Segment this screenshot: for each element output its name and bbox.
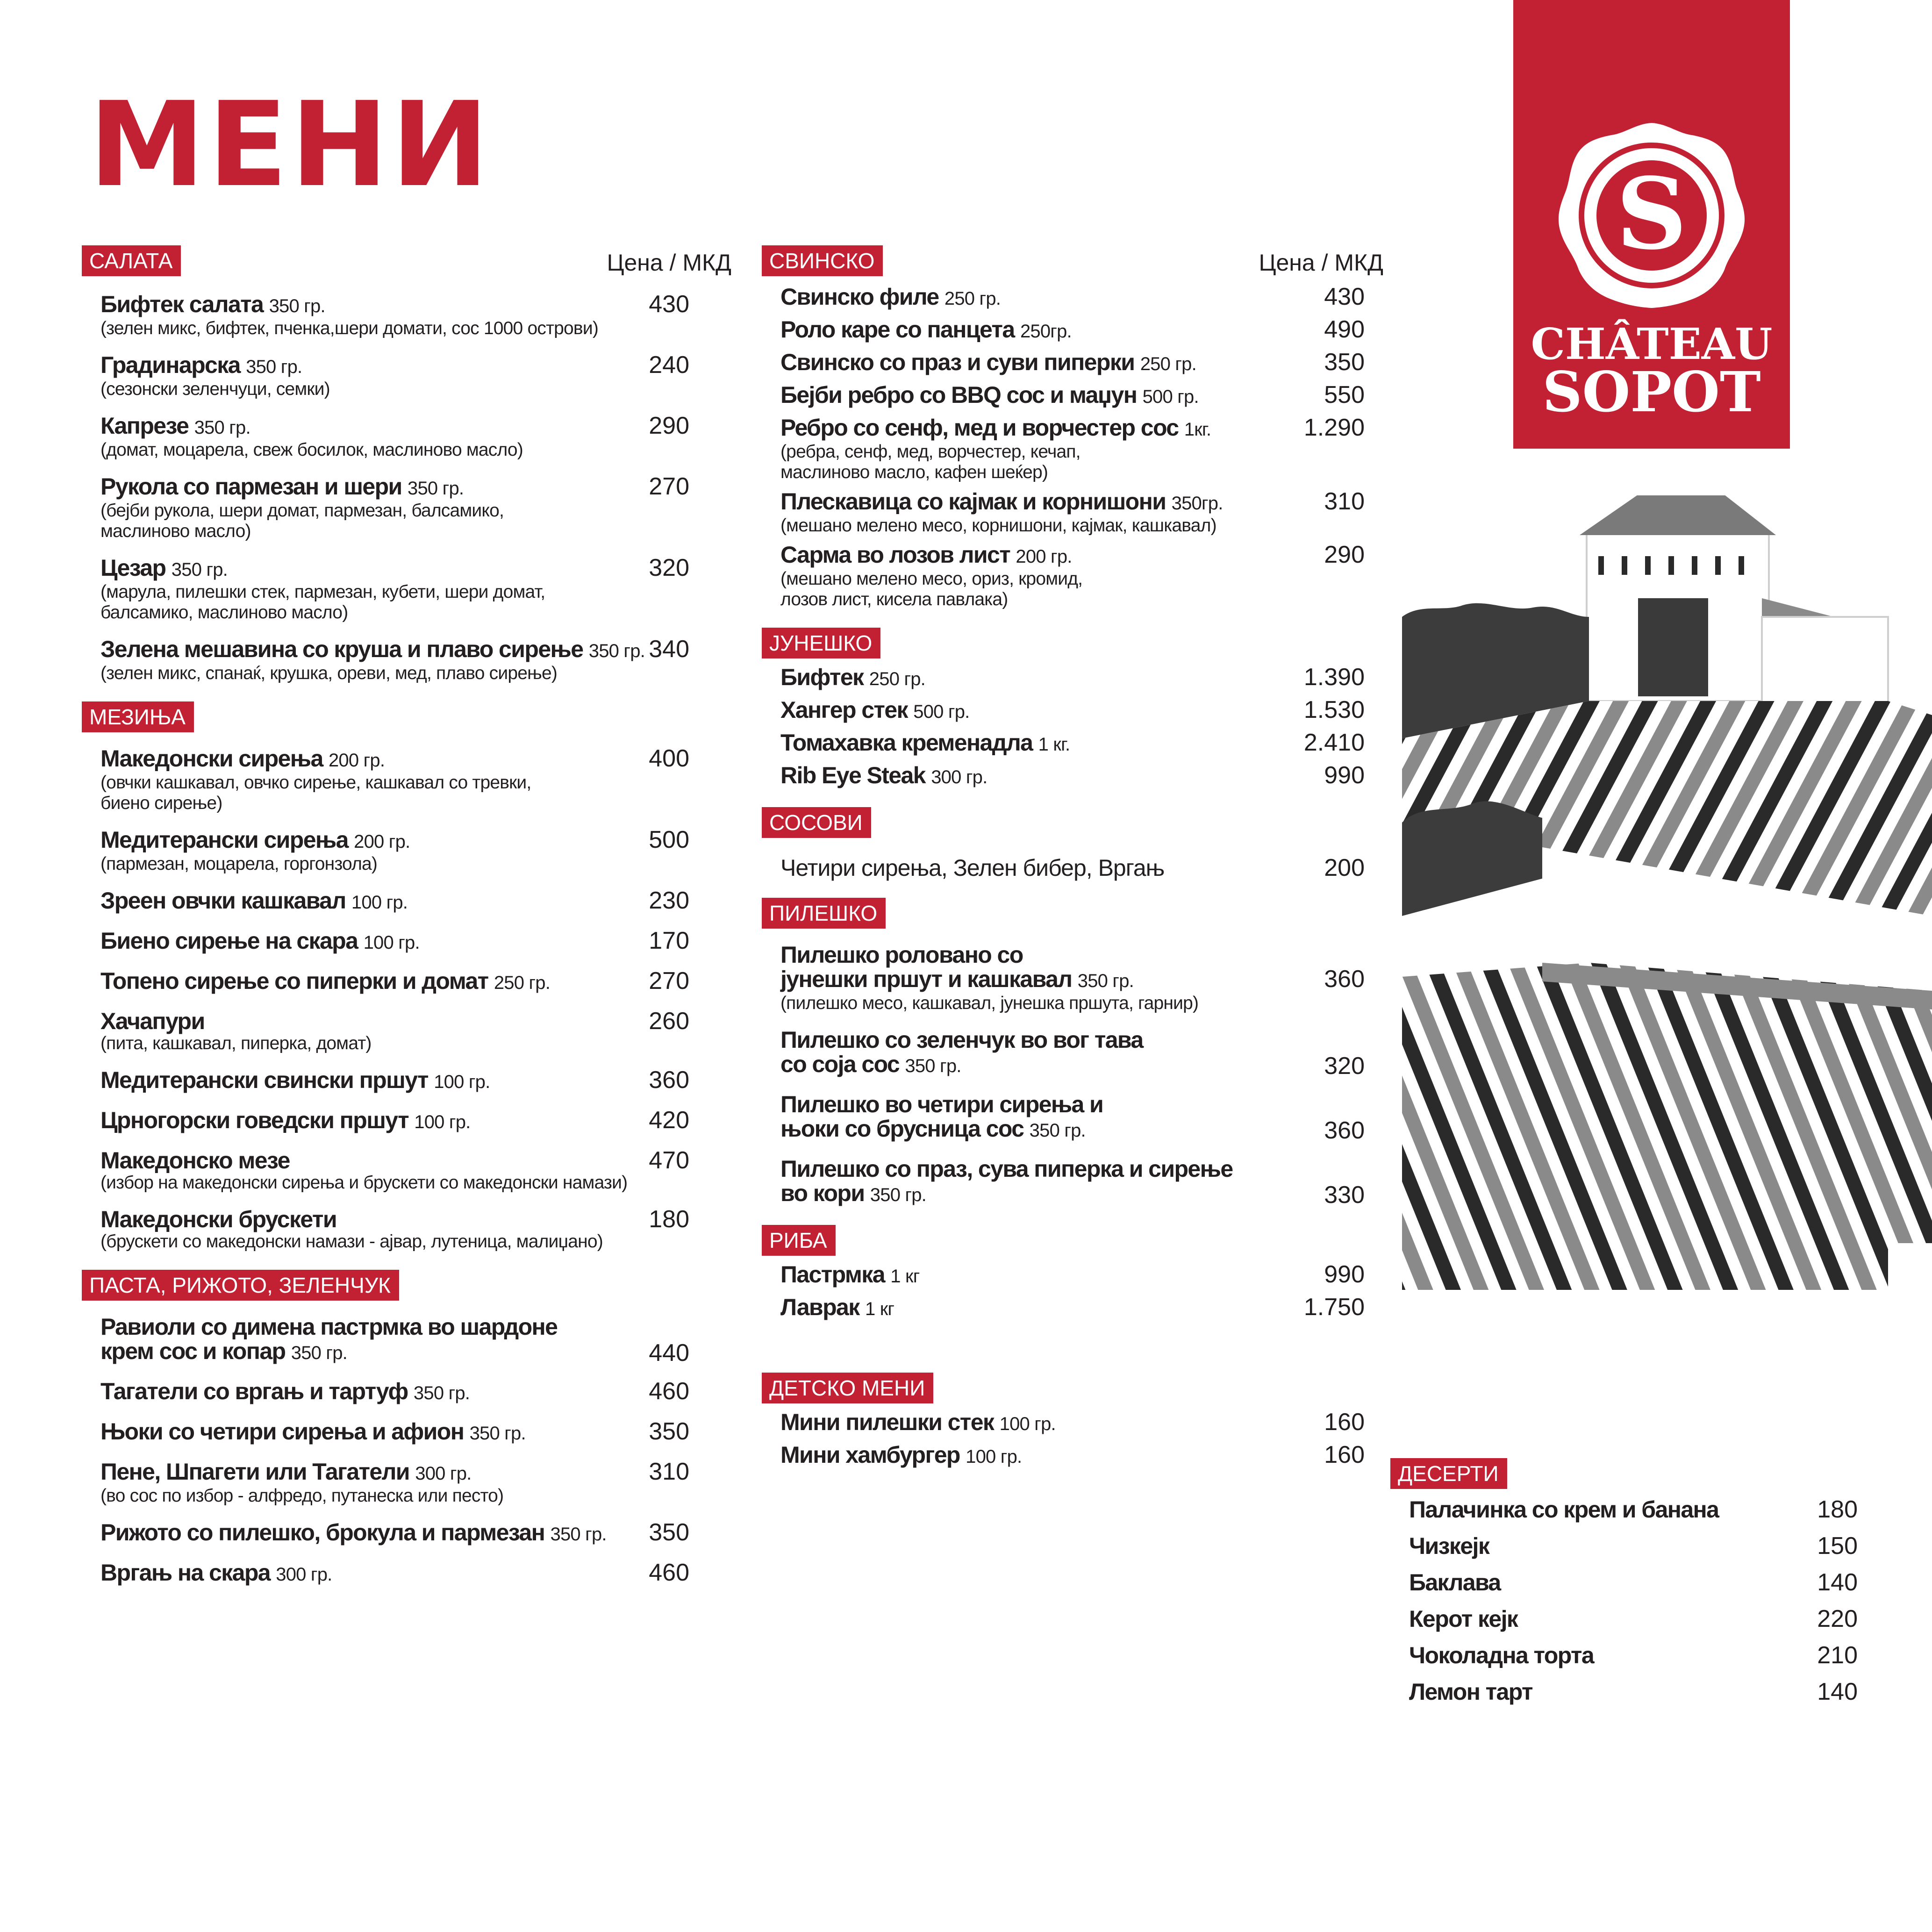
item-description: (во сос по избор - алфредо, путанеска или песто): [100, 1486, 504, 1506]
item-weight: 350 гр.: [550, 1524, 607, 1545]
item-price: 1.530: [1303, 696, 1365, 723]
menu-item: [82, 474, 731, 542]
section-mezinja: [82, 746, 731, 1252]
item-weight: 500 гр.: [1142, 386, 1199, 407]
section-header: [82, 245, 731, 278]
menu-item: [762, 317, 1383, 343]
item-title: Зелена мешавина со круша и плаво сирење: [100, 636, 583, 662]
item-title: Бејби ребро со BBQ сос и маџун: [780, 382, 1137, 408]
item-price: 420: [649, 1107, 689, 1134]
item-title: Медитерански сирења: [100, 827, 348, 853]
menu-item: [82, 746, 731, 814]
item-title: Мини пилешки стек: [780, 1409, 994, 1435]
item-weight: 350 гр.: [408, 478, 464, 499]
item-price: 310: [649, 1458, 689, 1485]
item-title: Хангер стек: [780, 697, 908, 723]
section-header: [762, 628, 1383, 658]
item-price: 1.290: [1303, 414, 1365, 441]
item-price: 360: [1324, 966, 1365, 993]
item-price: 320: [1324, 1052, 1365, 1080]
menu-item: [762, 415, 1383, 483]
menu-item: [1390, 1643, 1895, 1667]
section-header: [762, 1373, 1383, 1403]
item-title: Лемон тарт: [1409, 1679, 1532, 1705]
menu-item: [762, 1157, 1383, 1207]
item-price: 210: [1817, 1642, 1858, 1669]
item-weight: 1кг.: [1184, 419, 1211, 440]
item-weight: 350 гр.: [469, 1423, 526, 1444]
item-title: Градинарска: [100, 352, 240, 378]
item-price: 270: [649, 473, 689, 500]
item-weight: 250 гр.: [1140, 354, 1196, 374]
item-description: (мешано мелено месо, ориз, кромид, лозов лист, кисела павлака): [780, 569, 1083, 609]
menu-item: [82, 556, 731, 623]
item-weight: 200 гр.: [354, 831, 410, 852]
brand-name-line2: SOPOT: [1542, 359, 1761, 424]
item-price: 220: [1817, 1605, 1858, 1632]
menu-item: [82, 828, 731, 874]
section-pileshko: [762, 943, 1383, 1207]
item-weight: 350 гр.: [291, 1343, 347, 1363]
item-price: 430: [1324, 283, 1365, 310]
item-title: Rib Eye Steak: [780, 762, 925, 788]
item-price: 490: [1324, 316, 1365, 343]
item-price: 290: [649, 412, 689, 439]
menu-item: [82, 1520, 731, 1546]
section-tag: ПАСТА, РИЖОТО, ЗЕЛЕНЧУК: [82, 1270, 399, 1301]
menu-item: [762, 856, 1383, 880]
item-weight: 300 гр.: [931, 767, 987, 787]
item-weight: 350 гр.: [171, 559, 228, 580]
item-description: (пармезан, моцарела, горгонзола): [100, 854, 378, 874]
item-description: (мешано мелено месо, корнишони, кајмак, кашкавал): [780, 515, 1216, 536]
item-description: (ребра, сенф, мед, ворчестер, кечап, маслиново масло, кафен шеќер): [780, 442, 1080, 482]
item-price: 500: [649, 826, 689, 853]
item-title: Зреен овчки кашкавал: [100, 887, 346, 914]
menu-item: [762, 1092, 1383, 1143]
item-title: Томахавка кременадла: [780, 730, 1033, 756]
item-price: 350: [649, 1519, 689, 1546]
vineyard-landscape-icon: [1402, 495, 1932, 1337]
item-price: 460: [649, 1559, 689, 1586]
section-pasta: [82, 1315, 731, 1587]
item-weight: 1 кг.: [1038, 734, 1070, 755]
menu-item: [82, 969, 731, 995]
item-description: (бејби рукола, шери домат, пармезан, балсамико, маслиново масло): [100, 501, 504, 541]
item-price: 460: [649, 1378, 689, 1405]
section-header: [762, 898, 1383, 929]
item-title: Црногорски говедски пршут: [100, 1107, 408, 1133]
item-description: (пита, кашкавал, пиперка, домат): [100, 1033, 372, 1053]
item-price: 150: [1817, 1532, 1858, 1560]
section-sosovi: [762, 856, 1383, 880]
menu-item: [82, 292, 731, 339]
menu-item: [762, 763, 1383, 789]
item-title: Бифтек: [780, 664, 864, 690]
menu-item: [762, 1028, 1383, 1078]
item-price: 2.410: [1303, 729, 1365, 756]
item-price: 200: [1324, 854, 1365, 881]
menu-column-middle: [762, 245, 1383, 1469]
brand-logo: [1513, 0, 1790, 449]
item-price: 330: [1324, 1181, 1365, 1209]
menu-item: [82, 929, 731, 955]
section-header: [82, 1270, 731, 1301]
item-weight: 300 гр.: [276, 1564, 332, 1585]
menu-item: [762, 665, 1383, 691]
item-title: Равиоли со димена пастрмка во шардоне крем сос и копар: [100, 1314, 558, 1364]
item-description: (зелен микс, спанаќ, крушка, ореви, мед, плаво сирење): [100, 663, 558, 683]
item-title: Пастрмка: [780, 1261, 885, 1288]
section-tag: СОСОВИ: [762, 807, 871, 838]
menu-item: [82, 353, 731, 400]
section-tag: ЈУНЕШКО: [762, 628, 880, 658]
section-deserti: [1390, 1497, 1895, 1704]
item-title: Капрезе: [100, 413, 189, 439]
item-weight: 100 гр.: [999, 1414, 1056, 1434]
section-juneshko: [762, 665, 1383, 789]
item-title: Пилешко со праз, сува пиперка и сирење во кори: [780, 1156, 1233, 1206]
menu-item: [82, 1419, 731, 1445]
item-weight: 350 гр.: [588, 641, 645, 661]
section-tag: СВИНСКО: [762, 245, 883, 276]
item-title: Пене, Шпагети или Тагатели: [100, 1459, 409, 1485]
section-riba: [762, 1262, 1383, 1321]
item-price: 350: [1324, 349, 1365, 376]
menu-item: [82, 1108, 731, 1134]
item-price: 260: [649, 1008, 689, 1035]
item-price: 360: [649, 1066, 689, 1094]
item-weight: 200 гр.: [1016, 546, 1072, 567]
menu-item: [762, 943, 1383, 1014]
menu-item: [82, 888, 731, 915]
menu-item: [1390, 1607, 1895, 1631]
item-description: (избор на македонски сирења и брускети со македонски намази): [100, 1173, 628, 1193]
brand-name-line1: CHÂTEAU: [1531, 319, 1773, 369]
item-title: Њоки со четири сирења и афион: [100, 1418, 464, 1445]
item-title: Медитерански свински пршут: [100, 1067, 428, 1093]
section-tag: ДЕСЕРТИ: [1390, 1458, 1507, 1489]
section-header: [762, 245, 1383, 278]
item-price: 140: [1817, 1569, 1858, 1596]
menu-item: [82, 1009, 731, 1054]
menu-item: [762, 383, 1383, 409]
menu-item: [82, 1068, 731, 1094]
item-weight: 350 гр.: [246, 357, 302, 377]
item-price: 270: [649, 967, 689, 995]
menu-column-right: [1390, 1458, 1895, 1704]
item-title: Рижото со пилешко, брокула и пармезан: [100, 1519, 545, 1546]
item-title: Плескавица со кајмак и корнишони: [780, 488, 1166, 515]
menu-item: [82, 1207, 731, 1252]
menu-item: [762, 1410, 1383, 1436]
item-price: 160: [1324, 1409, 1365, 1436]
item-price: 140: [1817, 1678, 1858, 1705]
item-price: 990: [1324, 762, 1365, 789]
menu-item: [82, 1315, 731, 1365]
item-description: (домат, моцарела, свеж босилок, маслиново масло): [100, 440, 523, 460]
item-title: Роло каре со панцета: [780, 316, 1015, 343]
item-title: Бифтек салата: [100, 291, 264, 317]
menu-item: [1390, 1534, 1895, 1558]
item-price: 230: [649, 887, 689, 914]
item-title: Биено сирење на скара: [100, 928, 358, 954]
item-description: (брускети со македонски намази - ајвар, лутеница, малиџано): [100, 1231, 603, 1252]
item-weight: 350 гр.: [870, 1185, 926, 1205]
section-header: [1390, 1458, 1895, 1491]
item-title: Свинско со праз и суви пиперки: [780, 349, 1135, 375]
item-price: 180: [1817, 1496, 1858, 1523]
section-header: [762, 1225, 1383, 1256]
section-tag: МЕЗИЊА: [82, 701, 194, 732]
item-weight: 500 гр.: [913, 701, 970, 722]
wax-seal-icon: [1555, 119, 1748, 312]
menu-item: [762, 489, 1383, 536]
item-price: 350: [649, 1418, 689, 1445]
item-weight: 350гр.: [1171, 493, 1223, 514]
section-detsko: [762, 1410, 1383, 1469]
item-price: 160: [1324, 1441, 1365, 1468]
item-weight: 1 кг: [890, 1266, 920, 1287]
item-weight: 250гр.: [1020, 321, 1072, 342]
menu-item: [82, 414, 731, 460]
item-weight: 350 гр.: [1029, 1120, 1086, 1141]
item-weight: 250 гр.: [944, 288, 1001, 309]
menu-item: [82, 1148, 731, 1193]
item-title: Хачапури: [100, 1008, 205, 1034]
item-price: 430: [649, 291, 689, 318]
item-title: Ребро со сенф, мед и ворчестер сос: [780, 415, 1179, 441]
menu-item: [762, 730, 1383, 757]
item-price: 290: [1324, 541, 1365, 568]
item-title: Македонски брускети: [100, 1206, 336, 1232]
item-price: 340: [649, 636, 689, 663]
item-description: (овчки кашкавал, овчко сирење, кашкавал со тревки, биено сирење): [100, 773, 531, 813]
item-description: (сезонски зеленчуци, семки): [100, 379, 330, 399]
menu-item: [82, 1379, 731, 1405]
section-header: [82, 701, 731, 732]
item-title: Мини хамбургер: [780, 1442, 960, 1468]
item-weight: 100 гр.: [351, 892, 408, 913]
menu-item: [1390, 1497, 1895, 1522]
item-title: Баклава: [1409, 1569, 1501, 1596]
item-title: Вргањ на скара: [100, 1560, 270, 1586]
item-price: 1.390: [1303, 664, 1365, 691]
item-price: 360: [1324, 1117, 1365, 1144]
menu-item: [762, 1295, 1383, 1321]
item-weight: 100 гр.: [363, 932, 420, 953]
item-title: Тагатели со вргањ и тартуф: [100, 1378, 408, 1404]
item-title: Пилешко во четири сирења и њоки со брусница сос: [780, 1091, 1103, 1142]
item-title: Керот кејк: [1409, 1606, 1518, 1632]
item-weight: 100 гр.: [414, 1112, 471, 1132]
item-price: 440: [649, 1339, 689, 1367]
item-title: Рукола со пармезан и шери: [100, 473, 402, 500]
price-header: Цена / МКД: [607, 250, 731, 276]
item-price: 320: [649, 554, 689, 581]
section-header: [762, 807, 1383, 838]
item-price: 990: [1324, 1261, 1365, 1288]
item-price: 550: [1324, 381, 1365, 408]
item-price: 170: [649, 927, 689, 954]
menu-item: [762, 698, 1383, 724]
item-title: Пилешко со зеленчук во вог тава со соја сос: [780, 1027, 1143, 1077]
item-price: 1.750: [1303, 1294, 1365, 1321]
item-price: 400: [649, 745, 689, 772]
item-title: Цезар: [100, 555, 166, 581]
item-title: Пилешко ролoвано со јунешки пршут и кашкавал: [780, 942, 1072, 992]
menu-item: [82, 637, 731, 684]
item-title: Македонско мезе: [100, 1147, 290, 1174]
menu-item: [762, 1443, 1383, 1469]
item-title: Македонски сирења: [100, 745, 323, 772]
item-weight: 250 гр.: [869, 669, 925, 689]
item-title: Чизкејк: [1409, 1533, 1489, 1559]
menu-item: [82, 1560, 731, 1587]
price-header: Цена / МКД: [1259, 250, 1383, 276]
item-title: Свинско филе: [780, 284, 939, 310]
menu-item: [762, 1262, 1383, 1288]
item-price: 310: [1324, 488, 1365, 515]
seal-letter: S: [1616, 156, 1687, 272]
menu-item: [1390, 1680, 1895, 1704]
page-title: МЕНИ: [89, 77, 492, 213]
item-weight: 1 кг: [865, 1299, 894, 1319]
item-title: Топено сирење со пиперки и домат: [100, 968, 488, 994]
item-title: Лаврак: [780, 1294, 859, 1320]
item-weight: 350 гр.: [1077, 971, 1134, 991]
menu-item: [82, 1460, 731, 1506]
item-description: (марула, пилешки стек, пармезан, кубети, шери домат, балсамико, маслиново масло): [100, 582, 545, 623]
section-tag: САЛАТА: [82, 245, 181, 276]
item-weight: 350 гр.: [194, 417, 250, 438]
item-weight: 350 гр.: [413, 1383, 470, 1403]
item-weight: 350 гр.: [269, 296, 325, 316]
item-weight: 100 гр.: [966, 1446, 1022, 1467]
menu-item: [762, 285, 1383, 311]
item-title: Палачинка со крем и банана: [1409, 1496, 1719, 1523]
section-svinsko: [762, 285, 1383, 610]
item-weight: 300 гр.: [415, 1463, 472, 1484]
section-tag: ДЕТСКО МЕНИ: [762, 1373, 933, 1403]
section-salata: [82, 292, 731, 684]
item-weight: 200 гр.: [328, 750, 385, 771]
item-price: 180: [649, 1206, 689, 1233]
item-price: 470: [649, 1147, 689, 1174]
item-price: 240: [649, 351, 689, 379]
menu-item: [762, 350, 1383, 376]
item-weight: 250 гр.: [494, 973, 551, 993]
item-title: Чоколадна торта: [1409, 1642, 1594, 1668]
item-weight: 100 гр.: [434, 1072, 490, 1092]
item-description: (пилешко месо, кашкавал, јунешка пршута, гарнир): [780, 993, 1199, 1013]
menu-column-left: [82, 245, 731, 1587]
menu-item: [762, 543, 1383, 610]
item-title: Четири сирења, Зелен бибер, Вргањ: [780, 855, 1165, 881]
item-description: (зелен микс, бифтек, пченка,шери домати, сос 1000 острови): [100, 318, 599, 338]
item-title: Сарма во лозов лист: [780, 542, 1010, 568]
section-tag: ПИЛЕШКО: [762, 898, 886, 929]
item-weight: 350 гр.: [905, 1056, 961, 1076]
menu-item: [1390, 1570, 1895, 1595]
section-tag: РИБА: [762, 1225, 836, 1256]
